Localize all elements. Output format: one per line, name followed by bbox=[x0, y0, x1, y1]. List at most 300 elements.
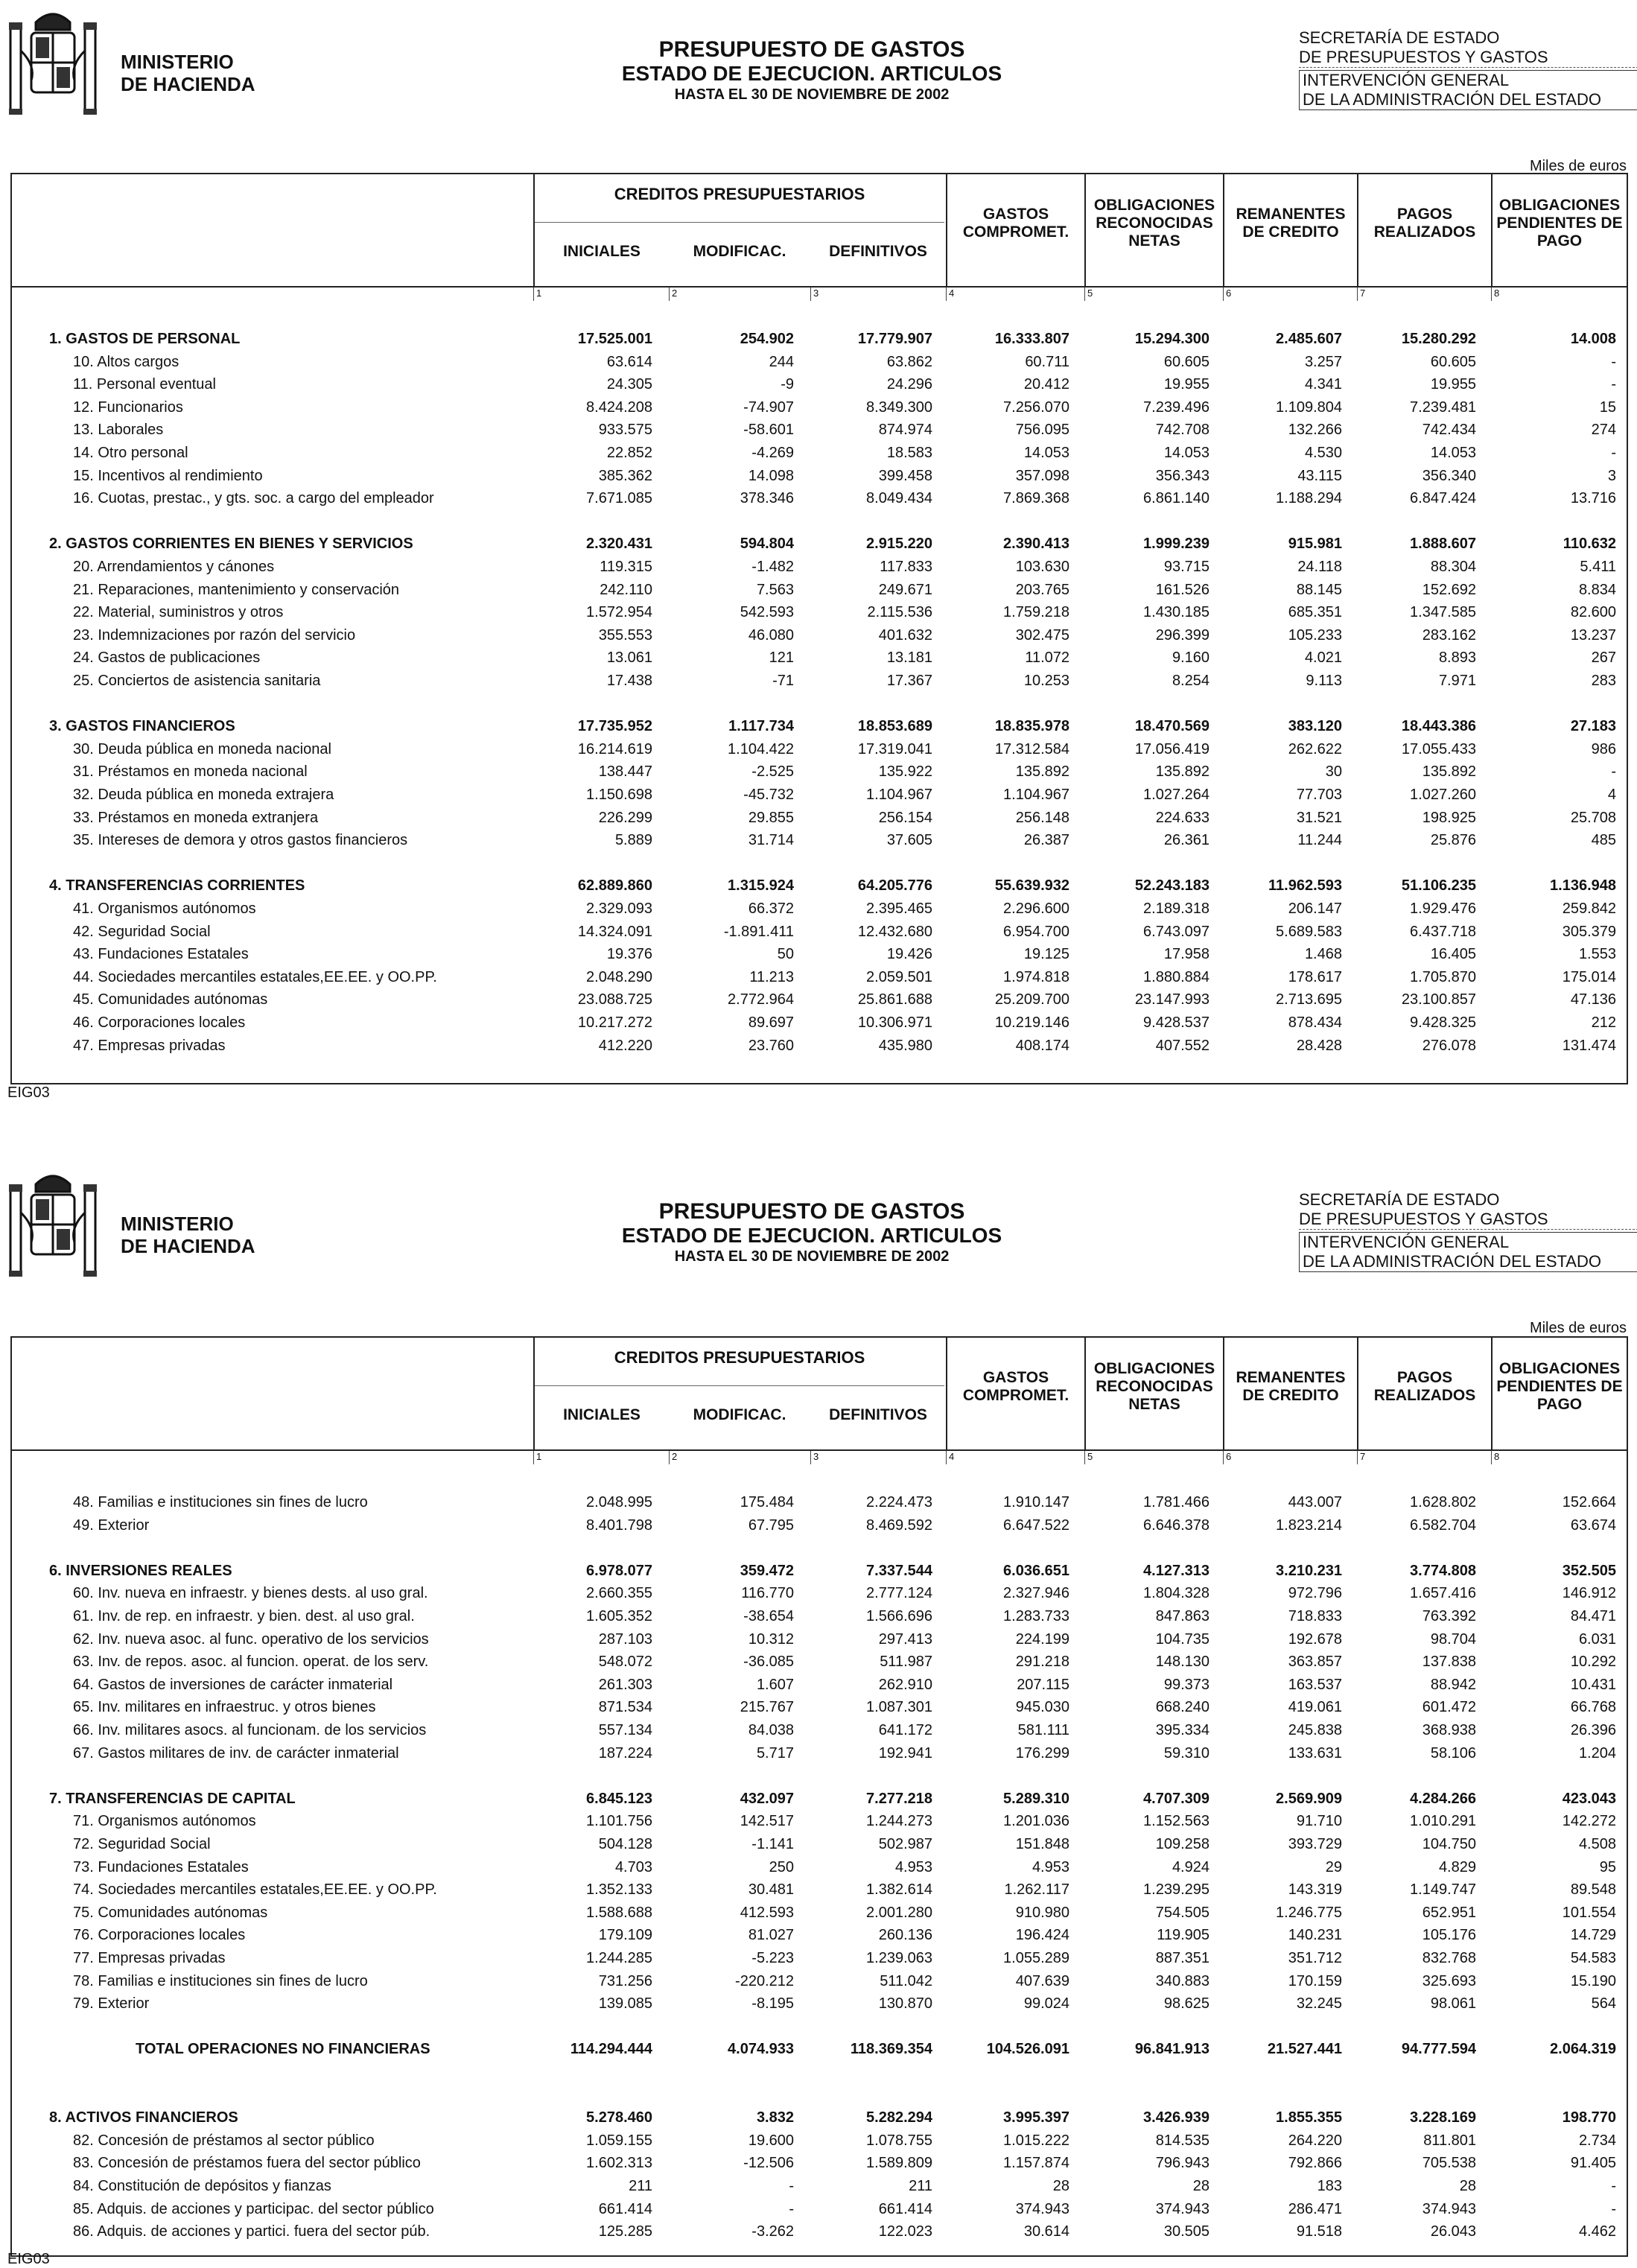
cell-col-4: 16.333.807 bbox=[994, 331, 1069, 347]
cell-col-6: 11.962.593 bbox=[1268, 877, 1342, 895]
cell-col-4: 104.526.091 bbox=[986, 2041, 1069, 2058]
row-label: 85. Adquis. de acciones y participac. del sector público bbox=[73, 2200, 434, 2217]
row-label: 82. Concesión de préstamos al sector público bbox=[73, 2132, 375, 2149]
table-row bbox=[12, 1605, 1627, 1627]
cell-col-2: -74.907 bbox=[743, 398, 794, 416]
row-label: 32. Deuda pública en moneda extrajera bbox=[73, 787, 334, 803]
cell-col-4: 7.869.368 bbox=[1003, 490, 1069, 507]
cell-col-1: 5.278.460 bbox=[586, 2109, 652, 2126]
cell-col-4: 6.954.700 bbox=[1003, 923, 1069, 940]
table-row bbox=[12, 1035, 1627, 1057]
cell-col-5: 1.804.328 bbox=[1143, 1585, 1210, 1602]
cell-col-6: 178.617 bbox=[1288, 968, 1342, 985]
cell-col-8: 274 bbox=[1591, 422, 1616, 439]
title-line-2: ESTADO DE EJECUCION. ARTICULOS bbox=[621, 62, 1002, 85]
definitivos-header: DEFINITIVOS bbox=[829, 243, 927, 260]
cell-col-7: 1.657.416 bbox=[1410, 1585, 1476, 1602]
cell-col-2: 31.714 bbox=[748, 832, 794, 849]
table-row bbox=[12, 1628, 1627, 1651]
ministry-line-1: MINISTERIO bbox=[121, 51, 234, 73]
cell-col-8: 4.508 bbox=[1578, 1836, 1616, 1852]
row-label: 86. Adquis. de acciones y partici. fuera del sector púb. bbox=[73, 2223, 430, 2240]
cell-col-8: 10.431 bbox=[1570, 1676, 1616, 1693]
row-label: 11. Personal eventual bbox=[73, 376, 216, 393]
table-row bbox=[12, 579, 1627, 601]
table-row bbox=[12, 943, 1627, 965]
table-row bbox=[12, 1992, 1627, 2015]
cell-col-2: - bbox=[789, 2200, 794, 2217]
cell-col-4: 291.218 bbox=[1015, 1654, 1069, 1671]
cell-col-4: 1.055.289 bbox=[1003, 1950, 1069, 1966]
table-row bbox=[12, 1719, 1627, 1741]
cell-col-1: 63.614 bbox=[606, 353, 652, 370]
cell-col-7: 51.106.235 bbox=[1401, 877, 1476, 895]
cell-col-8: 283 bbox=[1591, 673, 1616, 689]
secretaria-block bbox=[1299, 28, 1637, 110]
cell-col-2: 2.772.964 bbox=[728, 991, 794, 1008]
cell-col-2: -5.223 bbox=[751, 1950, 794, 1966]
cell-col-8: 47.136 bbox=[1570, 991, 1616, 1008]
cell-col-1: 226.299 bbox=[598, 809, 652, 826]
cell-col-8: 91.405 bbox=[1570, 2155, 1616, 2172]
section-row bbox=[12, 715, 1627, 737]
table-row bbox=[12, 1651, 1627, 1673]
cell-col-7: 4.284.266 bbox=[1410, 1790, 1476, 1807]
cell-col-2: -4.269 bbox=[751, 445, 794, 461]
cell-col-1: 7.671.085 bbox=[586, 490, 652, 507]
cell-col-4: 10.219.146 bbox=[994, 1014, 1069, 1031]
cell-col-2: 121 bbox=[769, 649, 794, 667]
cell-col-2: -8.195 bbox=[751, 1995, 794, 2013]
cell-col-6: 192.678 bbox=[1288, 1630, 1342, 1648]
cell-col-1: 355.553 bbox=[598, 626, 652, 644]
cell-col-1: 385.362 bbox=[598, 467, 652, 484]
cell-col-3: 2.915.220 bbox=[866, 536, 932, 553]
cell-col-4: 18.835.978 bbox=[994, 718, 1069, 735]
cell-col-6: 685.351 bbox=[1288, 604, 1342, 621]
cell-col-7: 374.943 bbox=[1422, 2200, 1476, 2217]
cell-col-4: 11.072 bbox=[1025, 649, 1069, 667]
cell-col-3: 37.605 bbox=[886, 832, 932, 849]
row-label: 78. Familias e instituciones sin fines de lucro bbox=[73, 1972, 368, 1989]
row-label: 49. Exterior bbox=[73, 1516, 150, 1534]
cell-col-2: 81.027 bbox=[748, 1927, 794, 1944]
cell-col-4: 14.053 bbox=[1023, 445, 1069, 461]
section-row bbox=[12, 1788, 1627, 1810]
cell-col-4: 7.256.070 bbox=[1003, 398, 1069, 416]
cell-col-1: 2.048.995 bbox=[586, 1494, 652, 1511]
row-label: 25. Conciertos de asistencia sanitaria bbox=[73, 673, 321, 689]
table-row bbox=[12, 624, 1627, 647]
cell-col-5: 340.883 bbox=[1155, 1972, 1210, 1989]
title-line-3: HASTA EL 30 DE NOVIEMBRE DE 2002 bbox=[674, 1248, 950, 1265]
cell-col-3: 2.115.536 bbox=[867, 604, 932, 621]
cell-col-5: 395.334 bbox=[1155, 1722, 1210, 1738]
cell-col-7: 105.176 bbox=[1422, 1927, 1476, 1944]
cell-col-3: 17.779.907 bbox=[857, 331, 932, 347]
cell-col-2: 10.312 bbox=[748, 1630, 794, 1648]
row-label: 10. Altos cargos bbox=[73, 353, 179, 370]
cell-col-4: 20.412 bbox=[1023, 376, 1069, 393]
cell-col-4: 25.209.700 bbox=[994, 991, 1069, 1008]
title-line-2: ESTADO DE EJECUCION. ARTICULOS bbox=[621, 1224, 1002, 1247]
cell-col-8: 564 bbox=[1591, 1995, 1616, 2013]
row-label: 41. Organismos autónomos bbox=[73, 900, 256, 917]
cell-col-2: 116.770 bbox=[741, 1585, 794, 1602]
cell-col-4: 1.015.222 bbox=[1003, 2132, 1069, 2149]
cell-col-1: 504.128 bbox=[598, 1836, 652, 1852]
cell-col-1: 125.285 bbox=[598, 2223, 652, 2240]
cell-col-5: 7.239.496 bbox=[1143, 398, 1210, 416]
cell-col-8: 4.462 bbox=[1578, 2223, 1616, 2240]
cell-col-1: 6.978.077 bbox=[586, 1562, 652, 1579]
cell-col-8: 25.708 bbox=[1570, 809, 1616, 826]
cell-col-5: 99.373 bbox=[1163, 1676, 1210, 1693]
cell-col-5: 742.708 bbox=[1155, 422, 1210, 439]
table-row bbox=[12, 898, 1627, 920]
table-row bbox=[12, 2198, 1627, 2220]
table-header bbox=[12, 1338, 1627, 1451]
obligaciones-reconocidas-header: OBLIGACIONES RECONOCIDAS NETAS bbox=[1093, 197, 1215, 250]
gastos-comprometidos-header: GASTOS COMPROMET. bbox=[962, 1369, 1069, 1404]
cell-col-5: 23.147.993 bbox=[1134, 991, 1210, 1008]
royal-coat-of-arms-icon bbox=[6, 6, 100, 118]
cell-col-2: 1.104.422 bbox=[728, 740, 794, 757]
table-row bbox=[12, 807, 1627, 829]
cell-col-1: 1.101.756 bbox=[586, 1813, 652, 1830]
cell-col-5: 119.905 bbox=[1157, 1927, 1210, 1944]
cell-col-6: 91.710 bbox=[1296, 1813, 1342, 1830]
cell-col-4: 6.036.651 bbox=[1003, 1562, 1069, 1579]
cell-col-6: 915.981 bbox=[1288, 536, 1342, 553]
cell-col-6: 29 bbox=[1325, 1858, 1342, 1875]
intervencion-box bbox=[1299, 70, 1637, 110]
cell-col-3: 2.224.473 bbox=[866, 1494, 932, 1511]
row-label: 75. Comunidades autónomas bbox=[73, 1904, 268, 1921]
cell-col-3: 399.458 bbox=[878, 467, 932, 484]
cell-col-4: 374.943 bbox=[1015, 2200, 1069, 2217]
cell-col-5: 296.399 bbox=[1155, 626, 1210, 644]
cell-col-7: 3.774.808 bbox=[1410, 1562, 1476, 1579]
cell-col-2: 50 bbox=[777, 946, 794, 963]
cell-col-8: 1.204 bbox=[1578, 1744, 1616, 1762]
cell-col-3: 7.277.218 bbox=[866, 1790, 932, 1807]
table-header bbox=[12, 174, 1627, 288]
cell-col-6: 105.233 bbox=[1288, 626, 1342, 644]
table-row bbox=[12, 1810, 1627, 1832]
row-label: 31. Préstamos en moneda nacional bbox=[73, 763, 308, 781]
cell-col-8: 13.716 bbox=[1570, 490, 1616, 507]
cell-col-6: 878.434 bbox=[1288, 1014, 1342, 1031]
cell-col-7: 1.888.607 bbox=[1410, 536, 1476, 553]
cell-col-3: 17.319.041 bbox=[857, 740, 932, 757]
cell-col-2: 66.372 bbox=[748, 900, 794, 917]
cell-col-6: 1.855.355 bbox=[1276, 2109, 1342, 2126]
cell-col-3: 25.861.688 bbox=[857, 991, 932, 1008]
modificac-header: MODIFICAC. bbox=[693, 243, 786, 260]
cell-col-3: 8.469.592 bbox=[866, 1516, 932, 1534]
cell-col-2: -2.525 bbox=[751, 763, 794, 781]
cell-col-8: 84.471 bbox=[1570, 1608, 1616, 1624]
cell-col-7: 1.929.476 bbox=[1410, 900, 1476, 917]
cell-col-2: 594.804 bbox=[740, 536, 794, 553]
cell-col-7: 26.043 bbox=[1430, 2223, 1476, 2240]
table-row bbox=[12, 1902, 1627, 1924]
cell-col-6: 1.109.804 bbox=[1276, 398, 1342, 416]
cell-col-6: 24.118 bbox=[1297, 559, 1342, 575]
cell-col-1: 179.109 bbox=[598, 1927, 652, 1944]
cell-col-6: 4.341 bbox=[1304, 376, 1342, 393]
cell-col-5: 9.428.537 bbox=[1143, 1014, 1210, 1031]
cell-col-6: 393.729 bbox=[1288, 1836, 1342, 1852]
cell-col-1: 187.224 bbox=[598, 1744, 652, 1762]
cell-col-7: 16.405 bbox=[1430, 946, 1476, 963]
cell-col-8: 14.008 bbox=[1570, 331, 1616, 347]
cell-col-2: -1.482 bbox=[751, 559, 794, 575]
row-label: 66. Inv. militares asocs. al funcionam. de los servicios bbox=[73, 1722, 427, 1738]
row-label: 71. Organismos autónomos bbox=[73, 1813, 256, 1830]
cell-col-8: - bbox=[1611, 2200, 1616, 2217]
cell-col-6: 11.244 bbox=[1297, 832, 1342, 849]
obligaciones-pendientes-header: OBLIGACIONES PENDIENTES DE PAGO bbox=[1496, 197, 1623, 250]
cell-col-7: 98.704 bbox=[1430, 1630, 1476, 1648]
section-row bbox=[12, 1560, 1627, 1582]
cell-col-2: 4.074.933 bbox=[728, 2041, 794, 2058]
cell-col-3: 7.337.544 bbox=[866, 1562, 932, 1579]
cell-col-5: 6.743.097 bbox=[1143, 923, 1210, 940]
section-row bbox=[12, 328, 1627, 350]
cell-col-1: 14.324.091 bbox=[577, 923, 652, 940]
cell-col-8: 305.379 bbox=[1562, 923, 1616, 940]
cell-col-3: 64.205.776 bbox=[857, 877, 932, 895]
cell-col-7: 6.582.704 bbox=[1410, 1516, 1476, 1534]
cell-col-6: 143.319 bbox=[1288, 1881, 1342, 1899]
intervencion-line-1: INTERVENCIÓN GENERAL bbox=[1303, 1233, 1510, 1251]
cell-col-7: 19.955 bbox=[1430, 376, 1476, 393]
cell-col-5: 26.361 bbox=[1163, 832, 1210, 849]
cell-col-6: 262.622 bbox=[1288, 740, 1342, 757]
cell-col-8: 1.553 bbox=[1578, 946, 1616, 963]
cell-col-7: 88.304 bbox=[1430, 559, 1476, 575]
table-row bbox=[12, 670, 1627, 692]
row-label: 83. Concesión de préstamos fuera del sector público bbox=[73, 2155, 421, 2172]
ministry-name bbox=[121, 1213, 255, 1257]
cell-col-4: 196.424 bbox=[1015, 1927, 1069, 1944]
cell-col-1: 4.703 bbox=[614, 1858, 652, 1875]
cell-col-7: 811.801 bbox=[1423, 2132, 1476, 2149]
cell-col-1: 17.525.001 bbox=[577, 331, 652, 347]
cell-col-4: 207.115 bbox=[1017, 1676, 1069, 1693]
cell-col-1: 211 bbox=[629, 2178, 652, 2194]
cell-col-2: 23.760 bbox=[748, 1037, 794, 1054]
cell-col-7: 1.705.870 bbox=[1410, 968, 1476, 985]
cell-col-5: 847.863 bbox=[1155, 1608, 1210, 1624]
cell-col-8: 259.842 bbox=[1562, 900, 1616, 917]
cell-col-3: 1.087.301 bbox=[866, 1699, 932, 1716]
cell-col-7: 368.938 bbox=[1422, 1722, 1476, 1738]
cell-col-2: -1.891.411 bbox=[723, 923, 794, 940]
cell-col-2: 30.481 bbox=[748, 1881, 794, 1899]
cell-col-5: 28 bbox=[1192, 2178, 1210, 2194]
cell-col-7: 742.434 bbox=[1422, 422, 1476, 439]
cell-col-1: 557.134 bbox=[598, 1722, 652, 1738]
cell-col-5: 6.861.140 bbox=[1143, 490, 1210, 507]
cell-col-7: 135.892 bbox=[1422, 763, 1476, 781]
cell-col-4: 756.095 bbox=[1015, 422, 1069, 439]
cell-col-6: 718.833 bbox=[1288, 1608, 1342, 1624]
cell-col-1: 5.889 bbox=[614, 832, 652, 849]
row-label: 77. Empresas privadas bbox=[73, 1950, 226, 1966]
cell-col-5: 796.943 bbox=[1155, 2155, 1210, 2172]
cell-col-8: 2.734 bbox=[1578, 2132, 1616, 2149]
cell-col-4: 1.104.967 bbox=[1003, 787, 1069, 803]
secretaria-block bbox=[1299, 1190, 1637, 1272]
creditos-header: CREDITOS PRESUPUESTARIOS bbox=[614, 185, 865, 203]
row-label: 15. Incentivos al rendimiento bbox=[73, 467, 263, 484]
cell-col-4: 407.639 bbox=[1015, 1972, 1069, 1989]
cell-col-5: 374.943 bbox=[1155, 2200, 1210, 2217]
row-label: 24. Gastos de publicaciones bbox=[73, 649, 261, 667]
cell-col-5: 148.130 bbox=[1155, 1654, 1210, 1671]
title-line-3: HASTA EL 30 DE NOVIEMBRE DE 2002 bbox=[674, 86, 950, 103]
cell-col-6: 9.113 bbox=[1306, 673, 1342, 689]
cell-col-7: 325.693 bbox=[1422, 1972, 1476, 1989]
creditos-header: CREDITOS PRESUPUESTARIOS bbox=[614, 1348, 865, 1367]
cell-col-5: 60.605 bbox=[1163, 353, 1210, 370]
cell-col-5: 1.430.185 bbox=[1143, 604, 1210, 621]
cell-col-3: 641.172 bbox=[878, 1722, 932, 1738]
cell-col-4: 1.910.147 bbox=[1003, 1494, 1069, 1511]
cell-col-8: - bbox=[1611, 353, 1616, 370]
table-row bbox=[12, 351, 1627, 373]
cell-col-8: 95 bbox=[1599, 1858, 1616, 1875]
intervencion-line-2: DE LA ADMINISTRACIÓN DEL ESTADO bbox=[1303, 90, 1601, 109]
row-label: 6. INVERSIONES REALES bbox=[49, 1562, 232, 1579]
cell-col-5: 4.707.309 bbox=[1143, 1790, 1210, 1807]
cell-col-6: 170.159 bbox=[1288, 1972, 1342, 1989]
cell-col-7: 4.829 bbox=[1438, 1858, 1476, 1875]
cell-col-5: 3.426.939 bbox=[1143, 2109, 1210, 2126]
section-row bbox=[12, 533, 1627, 555]
cell-col-3: 874.974 bbox=[878, 422, 932, 439]
cell-col-4: 224.199 bbox=[1015, 1630, 1069, 1648]
ministry-name bbox=[121, 51, 255, 95]
secretaria-line-2: DE PRESUPUESTOS Y GASTOS bbox=[1299, 1210, 1637, 1230]
cell-col-8: 6.031 bbox=[1578, 1630, 1616, 1648]
section-row bbox=[12, 874, 1627, 897]
cell-col-2: 29.855 bbox=[748, 809, 794, 826]
cell-col-1: 119.315 bbox=[600, 559, 652, 575]
table-row bbox=[12, 988, 1627, 1011]
budget-table bbox=[10, 1336, 1628, 2257]
cell-col-4: 2.390.413 bbox=[1003, 536, 1069, 553]
intervencion-line-2: DE LA ADMINISTRACIÓN DEL ESTADO bbox=[1303, 1252, 1601, 1271]
row-label: 2. GASTOS CORRIENTES EN BIENES Y SERVICIOS bbox=[49, 536, 413, 553]
cell-col-1: 1.602.313 bbox=[586, 2155, 652, 2172]
table-row bbox=[12, 1856, 1627, 1878]
cell-col-2: 5.717 bbox=[756, 1744, 794, 1762]
cell-col-4: 581.111 bbox=[1017, 1722, 1069, 1738]
cell-col-4: 203.765 bbox=[1015, 581, 1069, 598]
cell-col-2: 14.098 bbox=[748, 467, 794, 484]
cell-col-3: 8.349.300 bbox=[866, 398, 932, 416]
cell-col-2: -12.506 bbox=[743, 2155, 794, 2172]
page-code: EIG03 bbox=[7, 1084, 50, 1101]
cell-col-2: -220.212 bbox=[735, 1972, 794, 1989]
cell-col-8: 2.064.319 bbox=[1550, 2041, 1616, 2058]
cell-col-6: 286.471 bbox=[1288, 2200, 1342, 2217]
cell-col-6: 2.485.607 bbox=[1276, 331, 1342, 347]
cell-col-5: 52.243.183 bbox=[1134, 877, 1210, 895]
cell-col-4: 945.030 bbox=[1015, 1699, 1069, 1716]
cell-col-4: 1.262.117 bbox=[1004, 1881, 1069, 1899]
cell-col-3: 19.426 bbox=[886, 946, 932, 963]
table-row bbox=[12, 1924, 1627, 1946]
cell-col-8: 15.190 bbox=[1570, 1972, 1616, 1989]
cell-col-1: 1.059.155 bbox=[586, 2132, 652, 2149]
cell-col-2: 1.607 bbox=[756, 1676, 794, 1693]
cell-col-6: 4.021 bbox=[1304, 649, 1342, 667]
iniciales-header: INICIALES bbox=[563, 1406, 641, 1423]
cell-col-6: 972.796 bbox=[1288, 1585, 1342, 1602]
row-label: 64. Gastos de inversiones de carácter inmaterial bbox=[73, 1676, 393, 1693]
cell-col-5: 17.958 bbox=[1163, 946, 1210, 963]
cell-col-2: 142.517 bbox=[740, 1813, 794, 1830]
cell-col-8: - bbox=[1611, 2178, 1616, 2194]
cell-col-1: 1.605.352 bbox=[586, 1608, 652, 1624]
table-row bbox=[12, 2152, 1627, 2174]
cell-col-6: 3.257 bbox=[1304, 353, 1342, 370]
cell-col-1: 23.088.725 bbox=[577, 991, 652, 1008]
cell-col-6: 140.231 bbox=[1288, 1927, 1342, 1944]
cell-col-8: 485 bbox=[1591, 832, 1616, 849]
cell-col-3: 297.413 bbox=[878, 1630, 932, 1648]
ministry-line-1: MINISTERIO bbox=[121, 1213, 234, 1235]
title-line-1: PRESUPUESTO DE GASTOS bbox=[658, 37, 965, 62]
cell-col-3: 502.987 bbox=[878, 1836, 932, 1852]
gastos-comprometidos-header: GASTOS COMPROMET. bbox=[962, 206, 1069, 241]
row-label: 61. Inv. de rep. en infraestr. y bien. dest. al uso gral. bbox=[73, 1608, 415, 1624]
row-label: 30. Deuda pública en moneda nacional bbox=[73, 740, 331, 757]
cell-col-2: -58.601 bbox=[743, 422, 794, 439]
cell-col-4: 256.148 bbox=[1015, 809, 1069, 826]
cell-col-2: 1.315.924 bbox=[728, 877, 794, 895]
cell-col-7: 137.838 bbox=[1422, 1654, 1476, 1671]
cell-col-4: 26.387 bbox=[1023, 832, 1069, 849]
cell-col-3: 661.414 bbox=[878, 2200, 932, 2217]
cell-col-3: 122.023 bbox=[878, 2223, 932, 2240]
row-label: 42. Seguridad Social bbox=[73, 923, 211, 940]
cell-col-2: -3.262 bbox=[751, 2223, 794, 2240]
cell-col-8: 146.912 bbox=[1562, 1585, 1616, 1602]
cell-col-5: 17.056.419 bbox=[1134, 740, 1210, 757]
cell-col-2: 215.767 bbox=[740, 1699, 794, 1716]
table-row bbox=[12, 966, 1627, 988]
cell-col-3: 117.833 bbox=[880, 559, 932, 575]
secretaria-line-1: SECRETARÍA DE ESTADO bbox=[1299, 1190, 1500, 1209]
iniciales-header: INICIALES bbox=[563, 243, 641, 260]
cell-col-8: 986 bbox=[1591, 740, 1616, 757]
cell-col-6: 443.007 bbox=[1288, 1494, 1342, 1511]
row-label: 74. Sociedades mercantiles estatales,EE.EE. y OO.PP. bbox=[73, 1881, 437, 1899]
cell-col-2: 378.346 bbox=[740, 490, 794, 507]
cell-col-1: 2.660.355 bbox=[586, 1585, 652, 1602]
cell-col-4: 1.201.036 bbox=[1003, 1813, 1069, 1830]
cell-col-7: 601.472 bbox=[1422, 1699, 1476, 1716]
title-line-1: PRESUPUESTO DE GASTOS bbox=[658, 1199, 965, 1224]
cell-col-5: 14.053 bbox=[1163, 445, 1210, 461]
cell-col-2: 175.484 bbox=[740, 1494, 794, 1511]
